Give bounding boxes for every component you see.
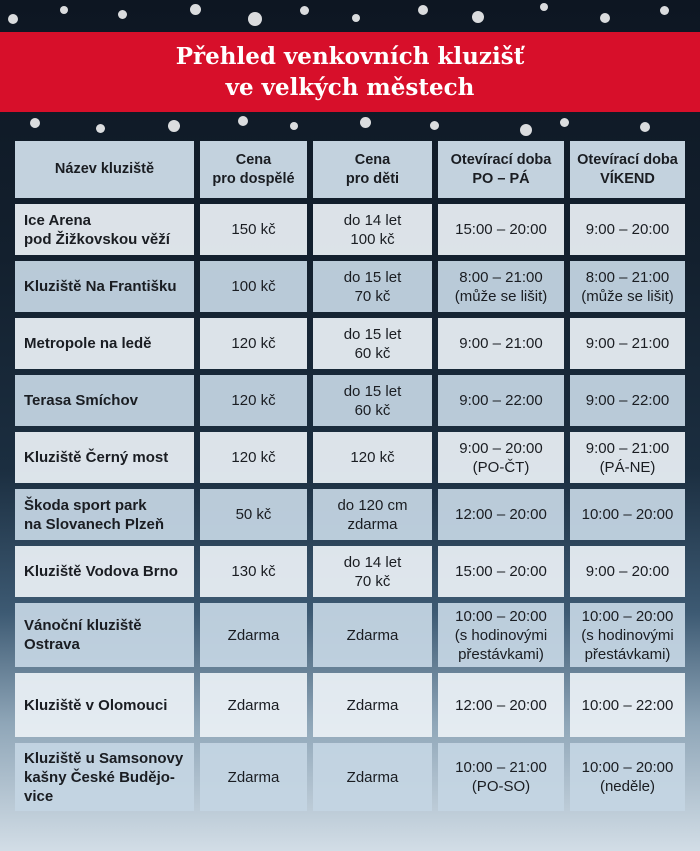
table-row bbox=[15, 204, 685, 255]
weekend-hours: 10:00 – 20:00 (neděle) bbox=[570, 743, 685, 811]
weekday-hours: 9:00 – 20:00 (PO-ČT) bbox=[438, 432, 564, 483]
adult-price: 50 kč bbox=[200, 489, 307, 540]
adult-price: 120 kč bbox=[200, 318, 307, 369]
title-line-1: Přehled venkovních kluzišť bbox=[175, 43, 525, 70]
header-weekday-hours: Otevírací doba PO – PÁ bbox=[438, 141, 564, 198]
weekend-hours: 8:00 – 21:00 (může se lišit) bbox=[570, 261, 685, 312]
table-row bbox=[15, 603, 685, 667]
weekday-hours: 15:00 – 20:00 bbox=[438, 546, 564, 597]
rink-name: Kluziště Na Františku bbox=[15, 261, 194, 312]
weekend-hours: 10:00 – 20:00 (s hodinovými přestávkami) bbox=[570, 603, 685, 667]
table-row bbox=[15, 261, 685, 312]
child-price: Zdarma bbox=[313, 743, 432, 811]
weekend-hours: 10:00 – 22:00 bbox=[570, 673, 685, 737]
header-child-price: Cena pro děti bbox=[313, 141, 432, 198]
rink-name: Metropole na ledě bbox=[15, 318, 194, 369]
weekend-hours: 9:00 – 20:00 bbox=[570, 546, 685, 597]
weekday-hours: 15:00 – 20:00 bbox=[438, 204, 564, 255]
child-price: do 15 let 60 kč bbox=[313, 318, 432, 369]
rink-name: Ice Arena pod Žižkovskou věží bbox=[15, 204, 194, 255]
child-price: Zdarma bbox=[313, 603, 432, 667]
adult-price: 130 kč bbox=[200, 546, 307, 597]
adult-price: 100 kč bbox=[200, 261, 307, 312]
table-row bbox=[15, 673, 685, 737]
child-price: do 15 let 70 kč bbox=[313, 261, 432, 312]
adult-price: 150 kč bbox=[200, 204, 307, 255]
weekend-hours: 9:00 – 22:00 bbox=[570, 375, 685, 426]
header-weekend-hours: Otevírací doba VÍKEND bbox=[570, 141, 685, 198]
child-price: do 120 cm zdarma bbox=[313, 489, 432, 540]
child-price: Zdarma bbox=[313, 673, 432, 737]
table-row bbox=[15, 432, 685, 483]
weekend-hours: 9:00 – 21:00 bbox=[570, 318, 685, 369]
child-price: do 15 let 60 kč bbox=[313, 375, 432, 426]
rink-name: Kluziště Vodova Brno bbox=[15, 546, 194, 597]
adult-price: 120 kč bbox=[200, 432, 307, 483]
rink-name: Škoda sport park na Slovanech Plzeň bbox=[15, 489, 194, 540]
rink-name: Kluziště Černý most bbox=[15, 432, 194, 483]
child-price: do 14 let 100 kč bbox=[313, 204, 432, 255]
weekday-hours: 8:00 – 21:00 (může se lišit) bbox=[438, 261, 564, 312]
weekday-hours: 9:00 – 22:00 bbox=[438, 375, 564, 426]
table-row bbox=[15, 318, 685, 369]
weekday-hours: 12:00 – 20:00 bbox=[438, 673, 564, 737]
rink-name: Terasa Smíchov bbox=[15, 375, 194, 426]
ice-rinks-table bbox=[15, 141, 685, 817]
weekday-hours: 9:00 – 21:00 bbox=[438, 318, 564, 369]
table-row bbox=[15, 546, 685, 597]
rink-name: Kluziště u Samsonovy kašny České Budějo- vice bbox=[15, 743, 194, 811]
header-row bbox=[15, 141, 685, 198]
weekday-hours: 10:00 – 20:00 (s hodinovými přestávkami) bbox=[438, 603, 564, 667]
weekend-hours: 9:00 – 20:00 bbox=[570, 204, 685, 255]
weekend-hours: 9:00 – 21:00 (PÁ-NE) bbox=[570, 432, 685, 483]
adult-price: 120 kč bbox=[200, 375, 307, 426]
adult-price: Zdarma bbox=[200, 673, 307, 737]
child-price: do 14 let 70 kč bbox=[313, 546, 432, 597]
rink-name: Kluziště v Olomouci bbox=[15, 673, 194, 737]
child-price: 120 kč bbox=[313, 432, 432, 483]
title-banner bbox=[0, 32, 700, 112]
adult-price: Zdarma bbox=[200, 603, 307, 667]
table-row bbox=[15, 375, 685, 426]
weekday-hours: 12:00 – 20:00 bbox=[438, 489, 564, 540]
header-adult-price: Cena pro dospělé bbox=[200, 141, 307, 198]
title-line-2: ve velkých městech bbox=[225, 74, 475, 101]
rink-name: Vánoční kluziště Ostrava bbox=[15, 603, 194, 667]
table-row bbox=[15, 743, 685, 811]
weekday-hours: 10:00 – 21:00 (PO-SO) bbox=[438, 743, 564, 811]
header-name: Název kluziště bbox=[15, 141, 194, 198]
adult-price: Zdarma bbox=[200, 743, 307, 811]
weekend-hours: 10:00 – 20:00 bbox=[570, 489, 685, 540]
table-row bbox=[15, 489, 685, 540]
